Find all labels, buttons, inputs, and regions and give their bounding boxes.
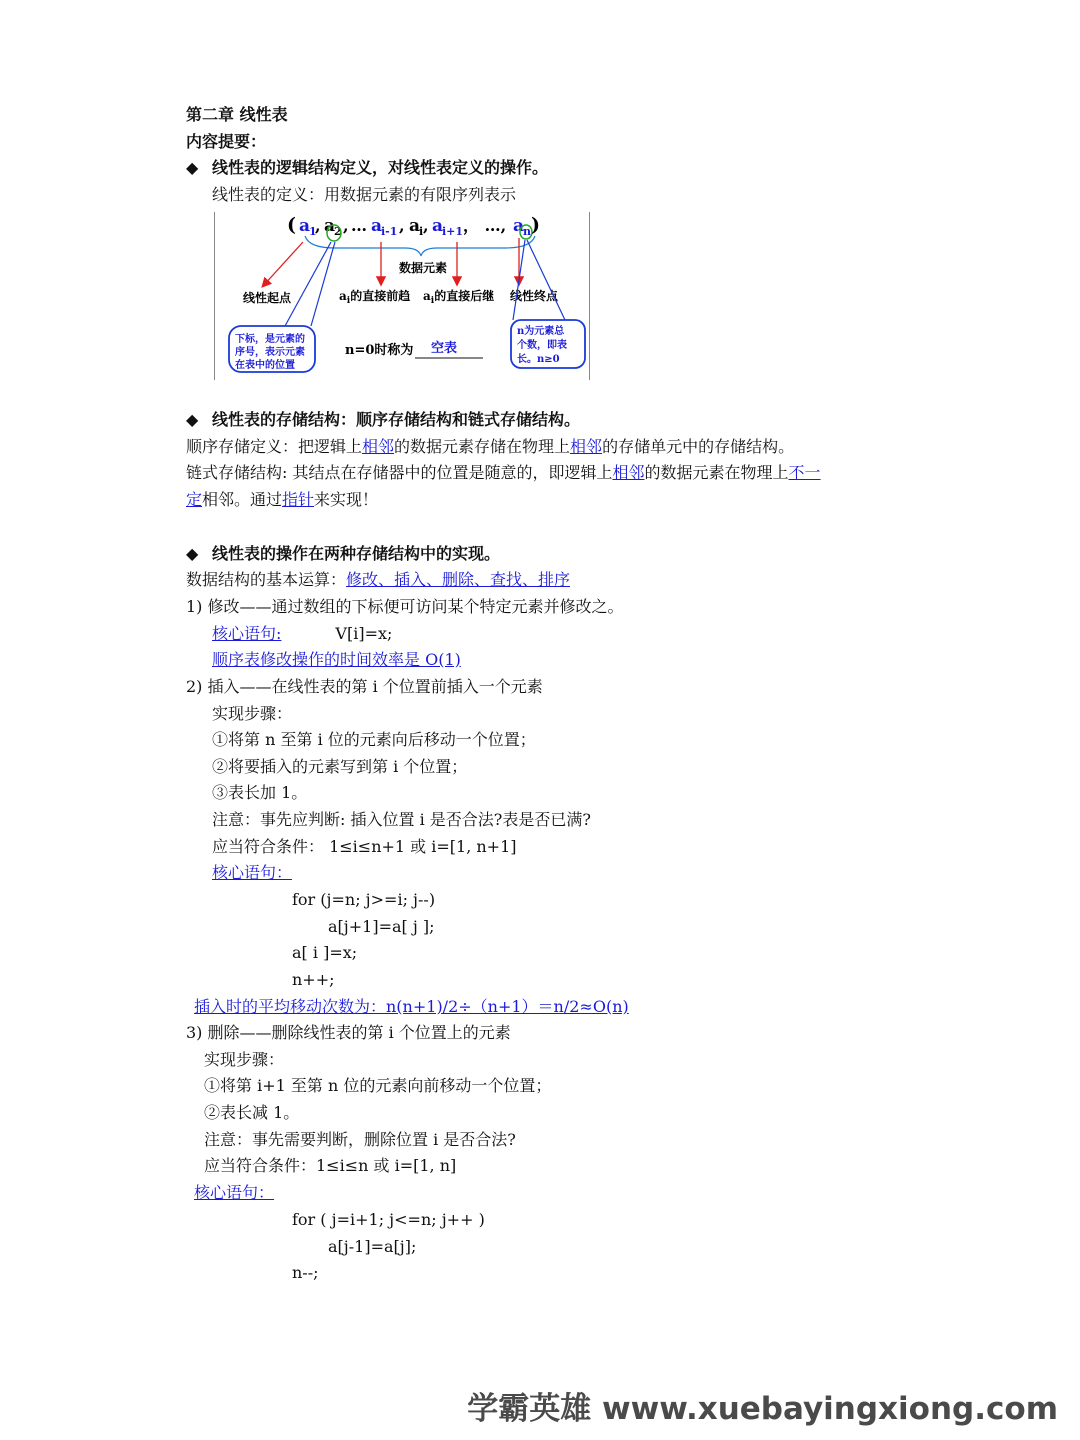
element-ai-sub: i: [419, 225, 424, 238]
element-ai1-sub: i+1: [442, 225, 464, 238]
insert-steps-label: 实现步骤：: [212, 704, 293, 723]
keyword-not-necessarily-cont[interactable]: 定: [186, 490, 203, 509]
start-arrow: [263, 242, 303, 286]
linked-storage-definition-cont: 定相邻。通过指针来实现！: [186, 490, 379, 509]
data-element-label: 数据元素: [399, 261, 448, 275]
svg-text:,: ,: [343, 216, 349, 235]
insert-condition: 应当符合条件： 1≤i≤n+1 或 i=[1, n+1]: [212, 837, 517, 856]
modify-core-code: V[i]=x;: [335, 624, 393, 643]
element-ai: a: [409, 216, 421, 236]
element-an-sub: n: [523, 225, 531, 238]
basic-operations-list[interactable]: 修改、插入、删除、查找、排序: [346, 570, 571, 589]
sequence-dots-1: …: [351, 216, 367, 235]
sequence-dots-2: ， …,: [463, 216, 507, 235]
length-note-line-2: 个数，即表: [517, 340, 567, 351]
linked-storage-definition: 链式存储结构: 其结点在存储器中的位置是随意的，即逻辑上相邻的数据元素在物理上不一: [186, 463, 821, 482]
insert-code-line-2: a[j+1]=a[ j ];: [328, 917, 435, 936]
diamond-bullet-icon: ◆: [186, 544, 199, 563]
modify-title: 1) 修改——通过数组的下标便可访问某个特定元素并修改之。: [186, 597, 624, 616]
delete-note: 注意：事先需要判断，删除位置 i 是否合法?: [204, 1130, 516, 1149]
modify-efficiency[interactable]: 顺序表修改操作的时间效率是 O(1): [212, 650, 461, 669]
insert-code-line-1: for (j=n; j>=i; j--): [292, 890, 436, 909]
section3-heading: ◆ 线性表的操作在两种存储结构中的实现。: [186, 544, 501, 563]
diamond-bullet-icon: ◆: [186, 410, 199, 429]
insert-title: 2) 插入——在线性表的第 i 个位置前插入一个元素: [186, 677, 543, 696]
index-note-line-2: 序号，表示元素: [235, 347, 305, 358]
element-a1: a: [299, 216, 311, 236]
insert-code-line-4: n++;: [292, 970, 335, 989]
empty-list-label: n=0时称为: [345, 343, 414, 358]
length-pointer: [513, 240, 565, 320]
delete-code-line-2: a[j-1]=a[j];: [328, 1237, 417, 1256]
successor-label: $a_i$的直接后继: [423, 289, 495, 306]
index-pointer: [285, 242, 335, 326]
svg-text:,: ,: [423, 216, 429, 235]
end-point-label: 线性终点: [510, 289, 559, 303]
delete-step-1: ①将第 i+1 至第 n 位的元素向前移动一个位置；: [204, 1076, 552, 1095]
section2-heading: ◆ 线性表的存储结构：顺序存储结构和链式存储结构。: [186, 410, 581, 429]
svg-text:,: ,: [399, 216, 405, 235]
sequence-open-paren: (: [287, 214, 296, 236]
length-note-line-1: n为元素总: [517, 326, 565, 337]
keyword-adjacent-1[interactable]: 相邻: [362, 437, 395, 456]
summary-label: 内容提要：: [186, 132, 267, 151]
element-ai1: a: [432, 216, 444, 236]
delete-step-2: ②表长减 1。: [204, 1103, 300, 1122]
empty-list-value: 空表: [431, 341, 458, 356]
element-a2: a: [324, 216, 336, 236]
insert-step-3: ③表长加 1。: [212, 783, 308, 802]
linear-list-definition: 线性表的定义：用数据元素的有限序列表示: [212, 185, 517, 204]
sequence-close-paren: ): [531, 214, 540, 236]
element-ai-1: a: [371, 216, 383, 236]
insert-step-2: ②将要插入的元素写到第 i 个位置；: [212, 757, 468, 776]
keyword-adjacent-2[interactable]: 相邻: [570, 437, 603, 456]
predecessor-label: $a_i$的直接前趋: [339, 289, 411, 306]
insert-note: 注意：事先应判断: 插入位置 i 是否合法?表是否已满?: [212, 810, 591, 829]
start-point-label: 线性起点: [243, 291, 292, 305]
index-note-line-1: 下标，是元素的: [235, 334, 305, 345]
keyword-pointer[interactable]: 指针: [282, 490, 315, 509]
element-ai-1-sub: i-1: [381, 225, 398, 238]
modify-core-label[interactable]: 核心语句:: [212, 624, 282, 643]
sequential-storage-definition: 顺序存储定义：把逻辑上相邻的数据元素存储在物理上相邻的存储单元中的存储结构。: [186, 437, 795, 456]
keyword-not-necessarily[interactable]: 不一: [788, 463, 821, 482]
svg-text:,: ,: [315, 216, 321, 235]
chapter-title: 第二章 线性表: [186, 105, 288, 124]
insert-step-1: ①将第 n 至第 i 位的元素向后移动一个位置；: [212, 730, 536, 749]
delete-core-label[interactable]: 核心语句：: [194, 1183, 275, 1202]
linear-list-diagram: [214, 212, 590, 380]
index-note-line-3: 在表中的位置: [235, 360, 295, 371]
basic-operations: 数据结构的基本运算：修改、插入、删除、查找、排序: [186, 570, 571, 589]
section1-heading: ◆ 线性表的逻辑结构定义，对线性表定义的操作。: [186, 158, 549, 177]
delete-title: 3) 删除——删除线性表的第 i 个位置上的元素: [186, 1023, 511, 1042]
insert-average-moves[interactable]: 插入时的平均移动次数为：n(n+1)/2÷（n+1）＝n/2≈O(n): [194, 997, 629, 1016]
delete-code-line-3: n--;: [292, 1263, 319, 1282]
length-note-line-3: 长。n≥0: [517, 354, 560, 365]
insert-code-line-3: a[ i ]=x;: [292, 943, 358, 962]
diamond-bullet-icon: ◆: [186, 158, 199, 177]
element-a1-sub: 1: [309, 225, 317, 238]
delete-condition: 应当符合条件：1≤i≤n 或 i=[1, n]: [204, 1156, 457, 1175]
delete-steps-label: 实现步骤：: [204, 1050, 285, 1069]
modify-core: [212, 624, 392, 644]
insert-core-label[interactable]: 核心语句：: [212, 863, 293, 882]
element-an: a: [513, 216, 525, 236]
keyword-adjacent-3[interactable]: 相邻: [612, 463, 645, 482]
element-a2-sub: 2: [334, 225, 342, 238]
site-watermark: 学霸英雄 www.xuebayingxiong.com: [467, 1391, 1058, 1427]
delete-code-line-1: for ( j=i+1; j<=n; j++ ): [292, 1210, 485, 1229]
